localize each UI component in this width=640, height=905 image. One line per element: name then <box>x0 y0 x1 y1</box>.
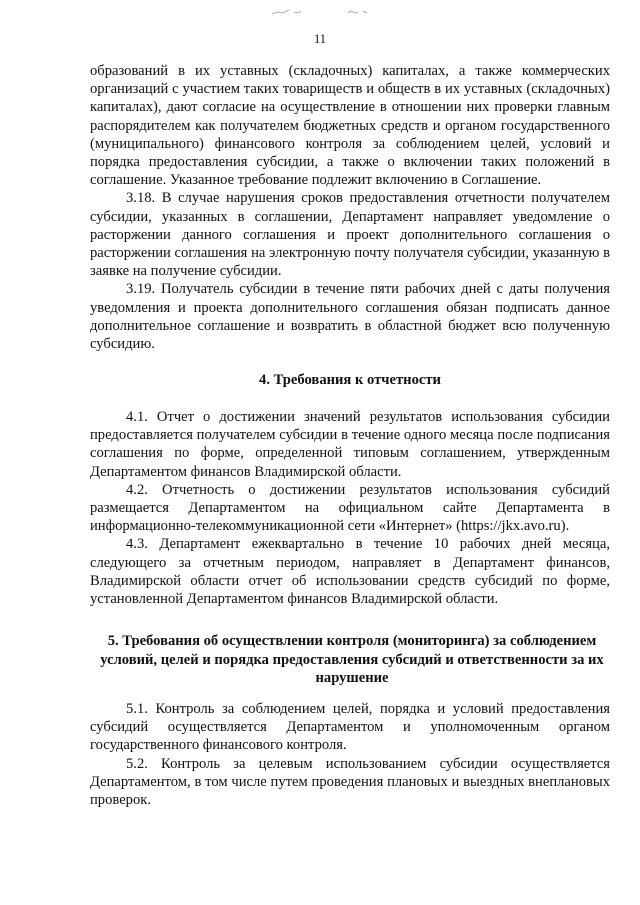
paragraph-3-19: 3.19. Получатель субсидии в течение пяти рабочих дней с даты получения уведомления и проекта дополнительного соглашения обязан подписать данное дополнительное соглашение и возвратить в областной бюджет всю полученную субсидию. <box>90 281 610 353</box>
body-text <box>90 62 610 353</box>
section-5-body <box>90 700 610 809</box>
paragraph-4-1: 4.1. Отчет о достижении значений результатов использования субсидии предоставляется получателем субсидии в течение одного месяца после подписания соглашения по форме, определенной типовым соглашением, утвержденным Департаментом финансов Владимирской области. <box>90 409 610 480</box>
paragraph-5-1: 5.1. Контроль за соблюдением целей, порядка и условий предоставления субсидий осуществляется Департаментом и уполномоченным органом государственного финансового контроля. <box>90 701 610 754</box>
paragraph-continuation: образований в их уставных (складочных) капиталах, а также коммерческих организаций с участием таких товариществ и обществ в их уставных (складочных) капиталах), дают согласие на осуществление в отношении них проверки главным распорядителем как получателем бюджетных средств и органом государственного (муниципального) финансового контроля за соблюдением целей, условий и порядка предоставления субсидии, а также о включении таких положений в соглашение. Указанное требование подлежит включению в Соглашение. <box>90 63 610 189</box>
section-5-heading: 5. Требования об осуществлении контроля (мониторинга) за соблюдением условий, целей и порядка предоставления субсидий и ответственности за их нарушение <box>100 633 604 687</box>
paragraph-4-3: 4.3. Департамент ежеквартально в течение 10 рабочих дней месяца, следующего за отчетным периодом, направляет в Департамент финансов, Владимирской области отчет об использовании средств субсидий по форме, установленной Департаментом финансов Владимирской области. <box>90 536 610 608</box>
scan-artifact <box>268 6 378 18</box>
paragraph-5-2: 5.2. Контроль за целевым использованием субсидии осуществляется Департаментом, в том числе путем проведения плановых и выездных внеплановых проверок. <box>90 755 610 809</box>
section-4-body <box>90 408 610 608</box>
page-number: 11 <box>313 32 327 46</box>
section-4-heading: 4. Требования к отчетности <box>259 372 441 388</box>
paragraph-4-2: 4.2. Отчетность о достижении результатов использования субсидий размещается Департаментом на официальном сайте Департамента в информационно-телекоммуникационной сети «Интернет» (https://jkx.avo.ru). <box>90 481 610 535</box>
paragraph-3-18: 3.18. В случае нарушения сроков предоставления отчетности получателем субсидии, указанных в соглашении, Департамент направляет уведомление о расторжении данного соглашения и проект дополнительного соглашения о расторжении соглашения на электронную почту получателя субсидии, указанную в заявке на получение субсидии. <box>90 190 610 280</box>
